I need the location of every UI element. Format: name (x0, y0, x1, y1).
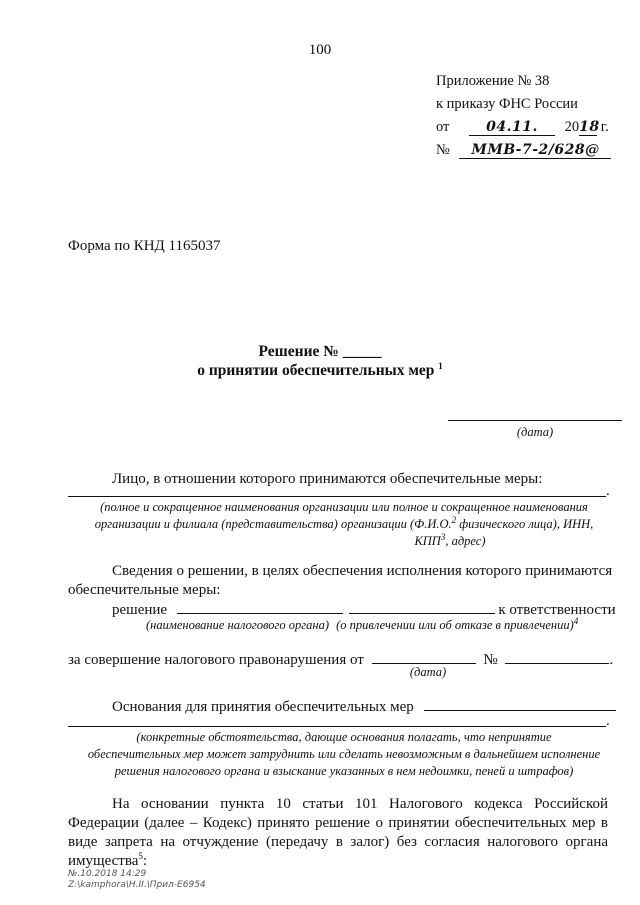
grounds-caption (68, 729, 620, 780)
basis-line2: Федерации (далее – Кодекс) принято решение о принятии обеспечительных мер в (68, 815, 608, 831)
decision-subtitle-text: о принятии обеспечительных мер (197, 362, 435, 379)
decision-caption-a: (наименование налогового органа) (146, 618, 329, 632)
grounds-caption-line1: (конкретные обстоятельства, дающие основания полагать, что непринятие (136, 730, 552, 744)
grounds-text: Основания для принятия обеспечительных мер (112, 699, 414, 715)
person-caption-line1: (полное и сокращенное наименования организации или полное и сокращенное наименования (100, 500, 588, 514)
footnote-4-mark: 4 (573, 615, 579, 626)
footer-line2: Z:\kamphora\H.II.\Прил-Е6954 (68, 880, 206, 890)
basis-line1: На основании пункта 10 статьи 101 Налогового кодекса Российской (112, 796, 608, 812)
footer-line1: №.10.2018 14:29 (68, 869, 147, 879)
grounds-row (112, 697, 616, 717)
annex-year-prefix: 20 (564, 119, 580, 135)
tax-authority-blank (177, 600, 343, 614)
page-number: 100 (308, 42, 332, 58)
basis-line3: виде запрета на отчуждение (передачу в залог) без согласия налогового органа (68, 834, 608, 850)
annex-order-number-handwritten: ММВ-7-2/628@ (459, 142, 611, 159)
annex-line1: Приложение № 38 (436, 73, 550, 89)
decision-caption-b: (о привлечении или об отказе в привлечении) (336, 618, 574, 632)
offense-text: за совершение налогового правонарушения от (68, 652, 364, 668)
footnote-5-mark: 5 (138, 851, 143, 861)
annex-from-label: от (436, 119, 450, 135)
annex-year-handwritten: 18 (579, 119, 600, 135)
annex-header (436, 70, 611, 162)
offense-number-blank (505, 650, 609, 664)
basis-line4-text: имущества (68, 853, 139, 869)
footnote-2-mark: 2 (451, 514, 457, 525)
annex-number-row (436, 139, 611, 162)
form-code: Форма по КНД 1165037 (68, 238, 221, 254)
grounds-line (68, 726, 606, 727)
decision-word: решение (112, 602, 168, 618)
offense-number-sign: № (483, 652, 498, 668)
grounds-caption-line2: обеспечительных мер может затруднить или сделать невозможным в дальнейшем исполнение (87, 747, 601, 761)
annex-date-handwritten: 04.11. (469, 119, 555, 136)
decision-info-line1: Сведения о решении, в целях обеспечения исполнения которого принимаются (112, 563, 613, 579)
person-caption-line3 (68, 533, 620, 550)
grounds-caption-line3: решения налогового органа и взыскание указанных в нем недоимки, пеней и штрафов) (114, 764, 574, 778)
offense-row (68, 650, 613, 670)
grounds-line-dot: . (606, 713, 610, 729)
person-line-dot: . (606, 483, 610, 499)
offense-dot: . (609, 652, 614, 668)
date-caption: (дата) (516, 425, 554, 439)
person-caption (68, 499, 620, 550)
annex-year-mark: г. (600, 119, 609, 135)
annex-line2: к приказу ФНС России (436, 96, 578, 112)
person-caption-line2b: физического лица), ИНН, (456, 517, 594, 531)
offense-date-blank (372, 650, 476, 664)
footer-stamp (68, 869, 206, 891)
decision-caption (146, 617, 578, 634)
annex-date-row (436, 116, 611, 139)
person-caption-line2 (68, 516, 620, 533)
decision-title: Решение № _____ (258, 343, 382, 360)
liability-text: к ответственности (498, 602, 616, 618)
basis-line4-end: : (142, 853, 148, 869)
basis-paragraph (68, 795, 608, 871)
decision-subtitle (0, 362, 640, 380)
person-label: Лицо, в отношении которого принимаются обеспечительные меры: (112, 471, 543, 487)
offense-date-caption: (дата) (409, 665, 447, 679)
grounds-blank (424, 697, 616, 711)
footnote-3-mark: 3 (440, 531, 446, 542)
liability-type-blank (349, 600, 495, 614)
person-caption-line3a: КПП (414, 534, 441, 548)
annex-number-label: № (436, 142, 450, 158)
person-caption-line3b: , адрес) (445, 534, 486, 548)
date-line (448, 420, 622, 421)
person-caption-line2a: организации и филиала (представительства) организации (Ф.И.О. (94, 517, 452, 531)
decision-info-line2: обеспечительные меры: (68, 582, 221, 598)
footnote-1-mark: 1 (438, 360, 443, 371)
person-line (68, 496, 606, 497)
